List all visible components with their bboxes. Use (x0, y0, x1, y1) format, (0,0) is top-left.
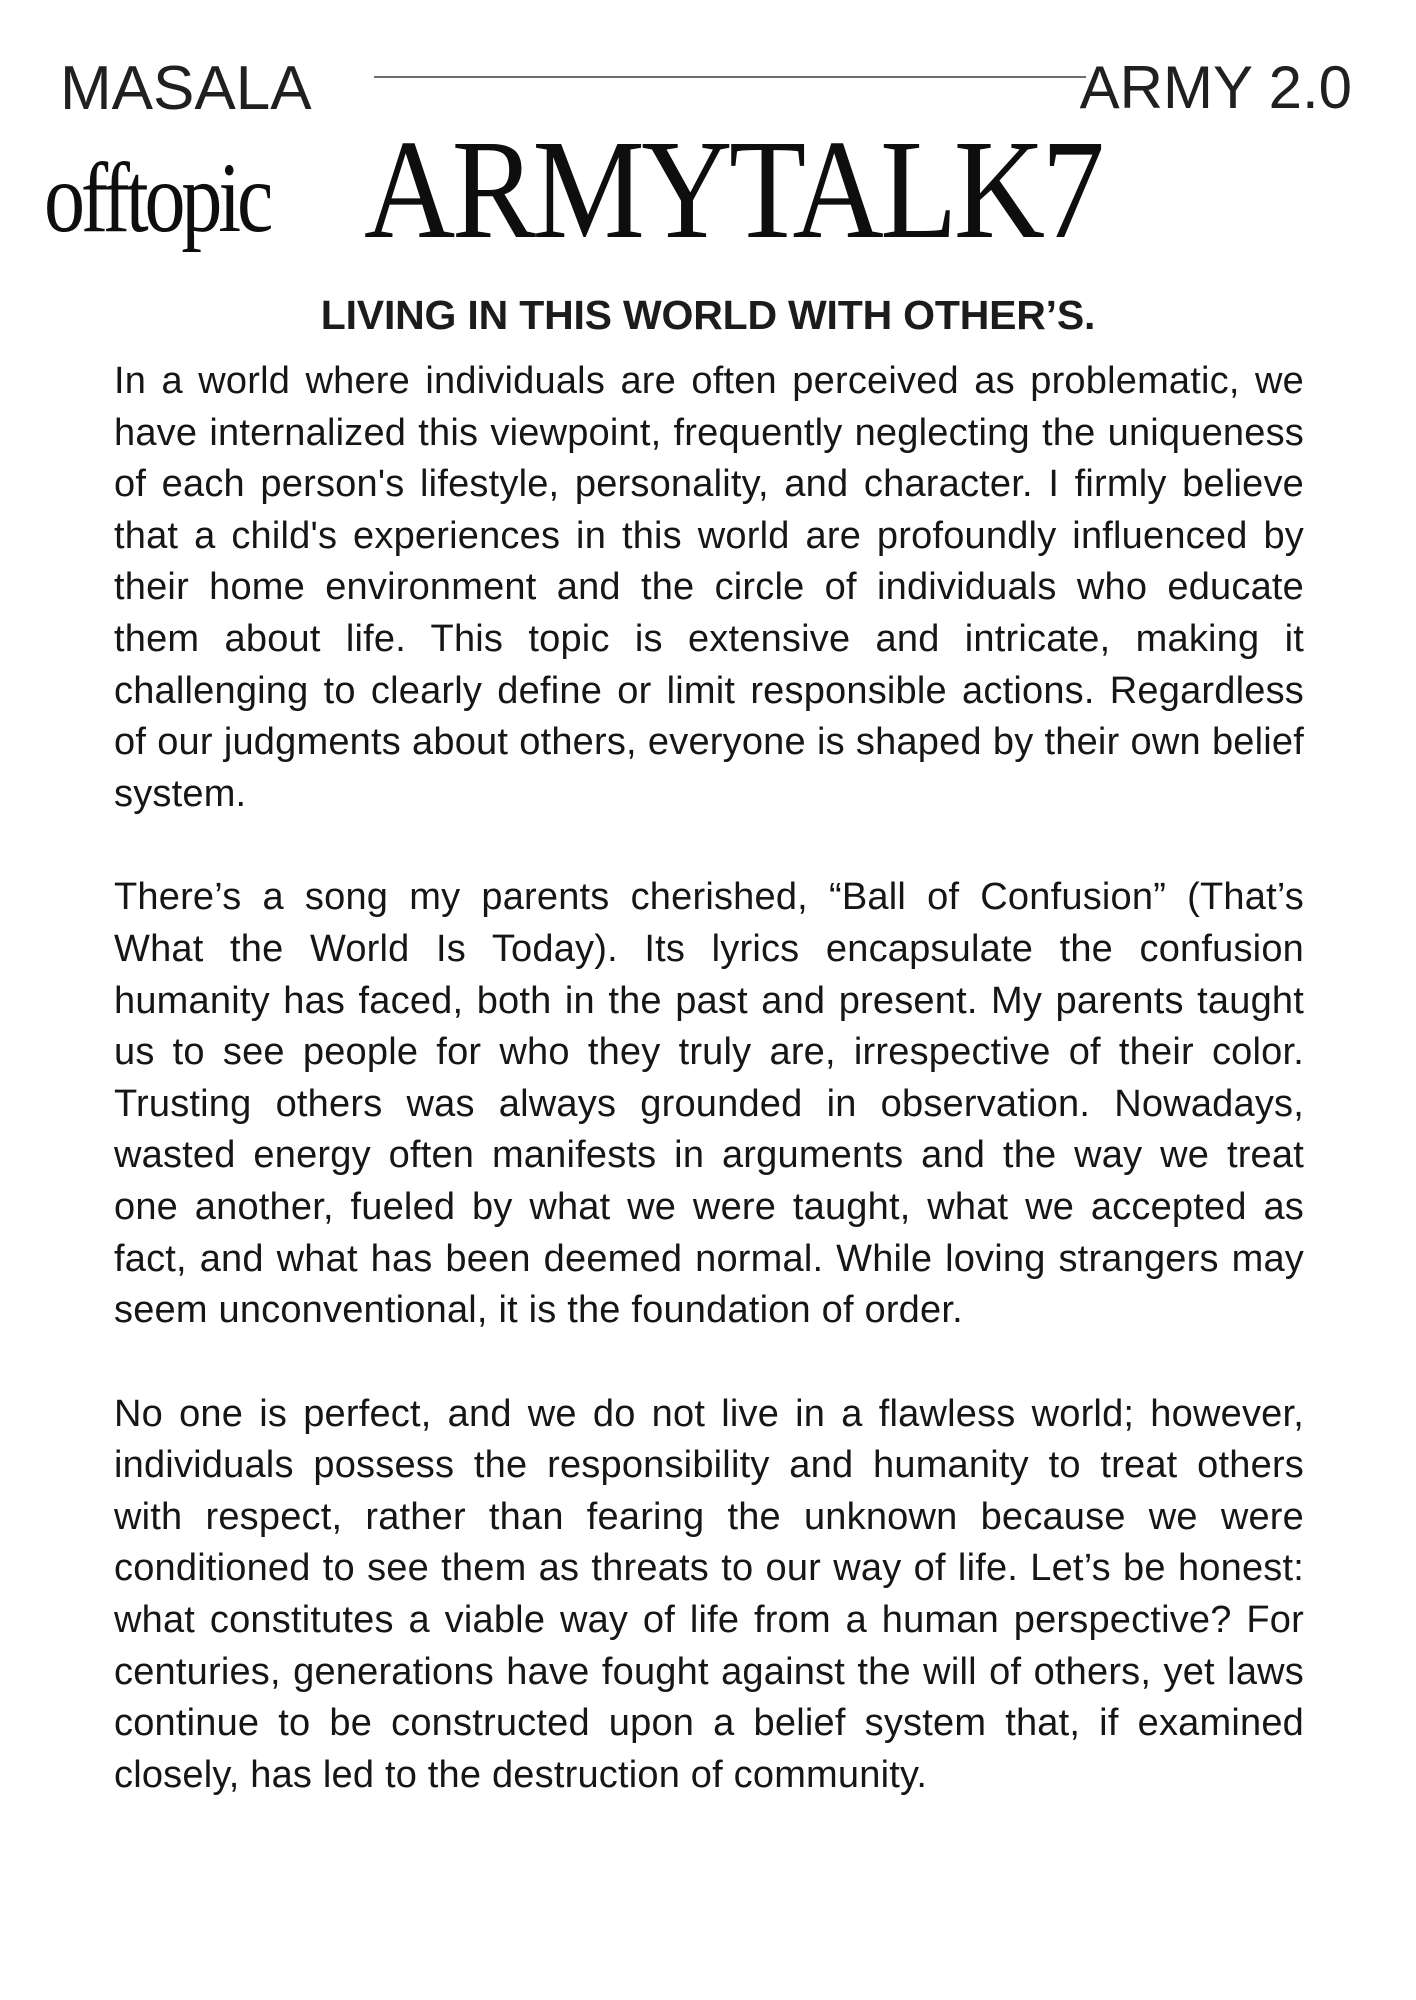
article-body (114, 356, 1304, 1853)
masthead-title: ARMYTALK7 (364, 110, 1102, 268)
brand-left: MASALA (60, 54, 312, 123)
article-paragraph-2: There’s a song my parents cherished, “Ball of Confusion” (That’s What the World Is Today). Its lyrics encapsulate the confusion humanity has faced, both in the past and present. My parents taught us to see people for who they truly are, irrespective of their color. Trusting others was always grounded in observation. Nowadays, wasted energy often manifests in arguments and the way we treat one another, fueled by what we were taught, what we accepted as fact, and what has been deemed normal. While loving strangers may seem unconventional, it is the foundation of order. (114, 876, 1304, 1332)
header-rule (374, 76, 1086, 78)
article-headline: LIVING IN THIS WORLD WITH OTHER’S. (320, 292, 1096, 339)
article-paragraph-3: No one is perfect, and we do not live in a flawless world; however, individuals possess the responsibility and humanity to treat others with respect, rather than fearing the unknown because we were conditioned to see them as threats to our way of life. Let’s be honest: what constitutes a viable way of life from a human perspective? For centuries, generations have fought against the will of others, yet laws continue to be constructed upon a belief system that, if examined closely, has led to the destruction of community. (114, 1392, 1304, 1796)
article-paragraph-1: In a world where individuals are often perceived as problematic, we have internalized this viewpoint, frequently neglecting the uniqueness of each person's lifestyle, personality, and character. I firmly believe that a child's experiences in this world are profoundly influenced by their home environment and the circle of individuals who educate them about life. This topic is extensive and intricate, making it challenging to clearly define or limit responsible actions. Regardless of our judgments about others, everyone is shaped by their own belief system. (114, 360, 1304, 815)
section-label: offtopic (44, 142, 270, 253)
brand-right: ARMY 2.0 (1079, 54, 1352, 121)
